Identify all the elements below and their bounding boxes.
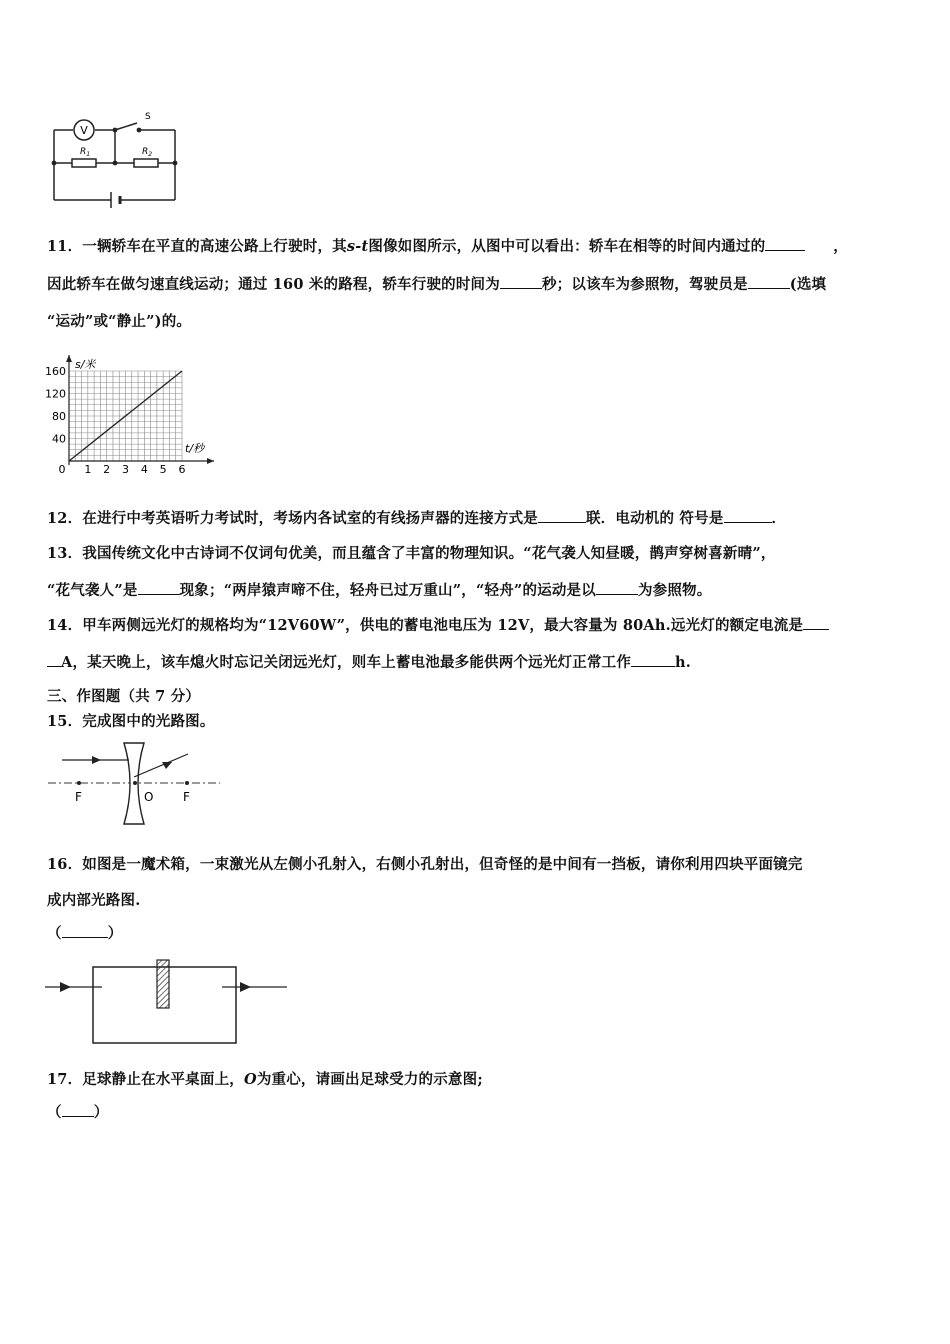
switch-label: S: [145, 112, 151, 122]
x-tick-label: 4: [140, 463, 148, 476]
q13-line2: “花气袭人”是 现象；“两岸猿声啼不住，轻舟已过万重山”，“轻舟”的运动是以 为参照物。: [47, 582, 712, 599]
svg-text:R1: [80, 147, 90, 158]
barrier-plate: [157, 960, 169, 1008]
svg-text:R2: [142, 147, 152, 158]
q17-answer-blank[interactable]: [62, 1104, 94, 1117]
q11-line1: 11．一辆轿车在平直的高速公路上行驶时，其s-t图像如图所示，从图中可以看出：轿车在相等的时间内通过的 ，: [47, 238, 848, 255]
y-tick-label: 120: [45, 387, 66, 401]
optical-center: O: [144, 790, 154, 804]
laser-out-arrow: [240, 982, 251, 992]
focal-point-right: F: [183, 790, 190, 804]
center-of-gravity-variable: O: [243, 1071, 257, 1088]
y-tick-label: 160: [45, 365, 66, 378]
x-tick-label: 2: [103, 463, 111, 476]
st-variable: s-t: [346, 238, 369, 255]
x-tick-label: 1: [84, 463, 92, 476]
incident-arrow: [92, 756, 101, 764]
r2-subscript: 2: [148, 151, 153, 158]
q16-line2: 成内部光路图.: [47, 892, 141, 909]
focal-point-left: F: [75, 790, 82, 804]
q12-blank-2[interactable]: [724, 510, 772, 523]
q11-blank-1[interactable]: [765, 238, 805, 251]
q12-text: 12．在进行中考英语听力考试时，考场内各试室的有线扬声器的连接方式是 联．电动机的 符号是 ．: [47, 510, 787, 527]
refracted-arrow: [162, 762, 172, 769]
laser-in-arrow: [60, 982, 71, 992]
y-axis-arrow: [66, 355, 72, 362]
magic-box-diagram: [44, 953, 290, 1047]
circuit-diagram: [44, 108, 184, 214]
q14-blank-1b[interactable]: [47, 654, 61, 667]
voltmeter-label: V: [80, 124, 88, 137]
y-tick-label: 80: [52, 410, 66, 423]
section-title: 三、作图题（共 7 分）: [47, 688, 201, 705]
st-graph: [38, 345, 228, 480]
q13-blank-2[interactable]: [596, 582, 638, 595]
q14-line2: A，某天晚上，该车熄火时忘记关闭远光灯，则车上蓄电池最多能供两个远光灯正常工作 h.: [47, 651, 691, 672]
x-axis-label: t/秒: [185, 442, 205, 455]
q11-line2: 因此轿车在做匀速直线运动；通过 160 米的路程，轿车行驶的时间为 秒；以该车为参照物，驾驶员是 (选填: [47, 276, 827, 293]
q16-line1: 16．如图是一魔术箱，一束激光从左侧小孔射入，右侧小孔射出，但奇怪的是中间有一挡板，请你利用四块平面镜完: [47, 856, 803, 873]
q11-line3: “运动”或“静止”)的。: [47, 313, 192, 330]
q14-line1: 14．甲车两侧远光灯的规格均为“12V60W”，供电的蓄电池电压为 12V，最大容量为 80Ah.远光灯的额定电流是: [47, 614, 829, 635]
x-tick-label: 6: [178, 463, 186, 476]
x-axis-arrow: [207, 458, 214, 464]
q12-blank-1[interactable]: [538, 510, 586, 523]
y-axis-label: s/米: [75, 358, 96, 371]
q11-blank-3[interactable]: [748, 276, 790, 289]
r1-subscript: 1: [86, 151, 91, 158]
y-tick-label: 40: [52, 432, 66, 446]
q16-answer: （ ）: [47, 925, 123, 942]
r1-label: R: [80, 147, 87, 157]
q14-blank-2[interactable]: [631, 654, 675, 667]
concave-lens-diagram: [44, 740, 224, 828]
q11-blank-2[interactable]: [500, 276, 542, 289]
q15-text: 15．完成图中的光路图。: [47, 713, 215, 730]
r2-label: R: [142, 147, 149, 157]
q13-blank-1[interactable]: [138, 582, 180, 595]
x-tick-label: 3: [122, 463, 129, 476]
x-tick-label: 0: [58, 463, 66, 476]
q16-answer-blank[interactable]: [62, 925, 108, 938]
x-tick-label: 5: [159, 463, 167, 476]
q17-text: 17．足球静止在水平桌面上，O为重心，请画出足球受力的示意图;: [47, 1071, 483, 1088]
q13-line1: 13．我国传统文化中古诗词不仅词句优美，而且蕴含了丰富的物理知识。“花气袭人知昼暖，鹊声穿树喜新晴”，: [47, 545, 776, 562]
q17-answer: （ ）: [47, 1104, 109, 1121]
q14-blank-1a[interactable]: [803, 617, 829, 630]
